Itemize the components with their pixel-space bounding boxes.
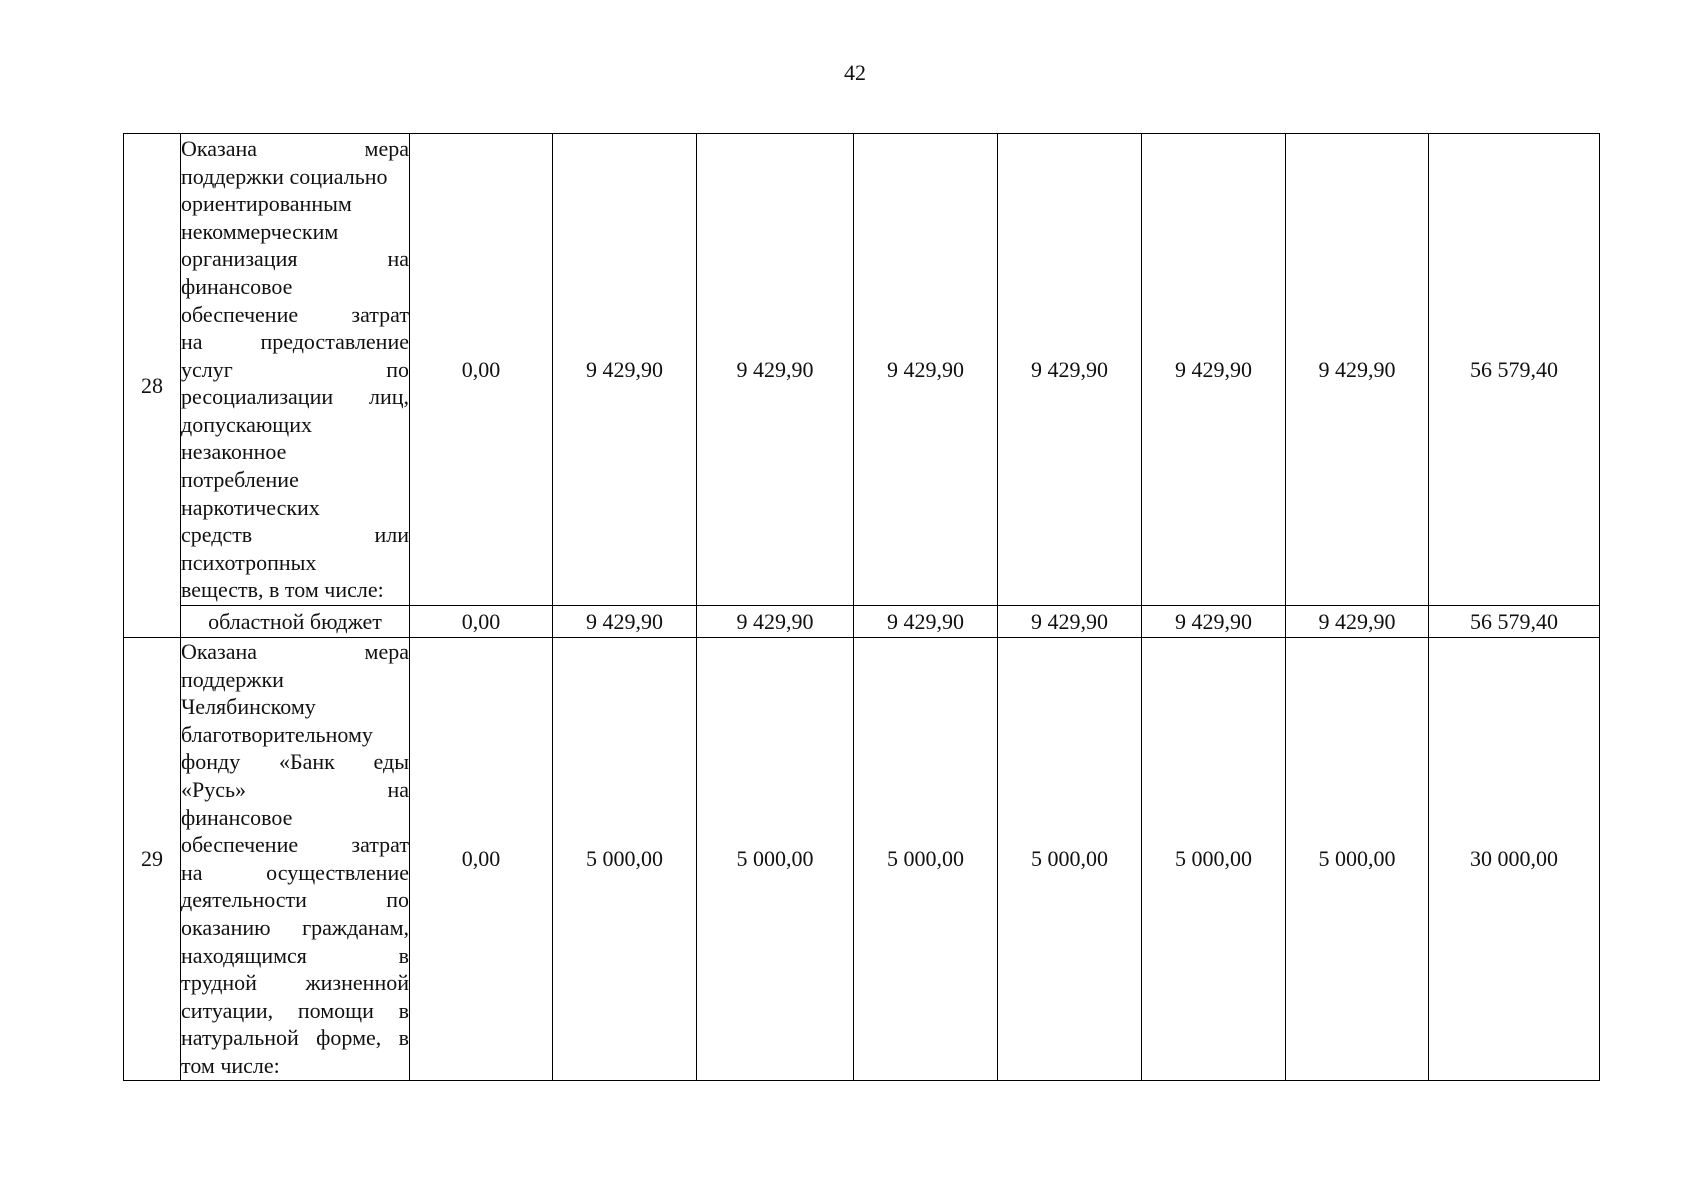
description-line: поддержки социально	[181, 163, 388, 189]
value-cell: 9 429,90	[697, 606, 854, 638]
description-line: психотропных	[181, 549, 317, 575]
description-line: обеспечение затрат	[181, 832, 409, 858]
budget-source-label: областной бюджет	[181, 606, 410, 638]
description-line: Оказана мера	[181, 639, 409, 664]
description-line: «Русь» на	[181, 776, 409, 802]
description-line: благотворительному	[181, 721, 373, 747]
table-row-subitem	[124, 606, 1600, 638]
row-description	[181, 638, 410, 1081]
description-line: фонду «Банк еды	[181, 749, 409, 775]
value-cell: 5 000,00	[998, 638, 1142, 1081]
description-line: потребление	[181, 467, 299, 493]
value-cell: 5 000,00	[697, 638, 854, 1081]
value-cell: 9 429,90	[697, 134, 854, 606]
description-line: на осуществление	[181, 859, 409, 885]
value-cell: 5 000,00	[553, 638, 697, 1081]
page-number: 42	[844, 60, 866, 85]
value-cell: 9 429,90	[1286, 606, 1429, 638]
value-cell: 0,00	[410, 134, 553, 606]
description-line: допускающих	[181, 411, 313, 437]
description-line: Челябинскому	[181, 694, 316, 720]
description-line: оказанию гражданам,	[181, 914, 409, 940]
description-line: ресоциализации лиц,	[181, 384, 409, 410]
description-line: трудной жизненной	[181, 970, 409, 996]
value-cell: 9 429,90	[998, 134, 1142, 606]
description-line: незаконное	[181, 439, 287, 465]
description-line: ситуации, помощи в	[181, 997, 409, 1023]
value-cell: 5 000,00	[1286, 638, 1429, 1081]
total-cell: 56 579,40	[1429, 606, 1600, 638]
description-line: веществ, в том числе:	[181, 577, 384, 603]
value-cell: 5 000,00	[1142, 638, 1286, 1081]
row-description	[181, 134, 410, 606]
description-line: натуральной форме, в	[181, 1025, 409, 1051]
value-cell: 9 429,90	[553, 606, 697, 638]
total-cell: 30 000,00	[1429, 638, 1600, 1081]
description-line: некоммерческим	[181, 218, 339, 244]
description-line: Оказана мера	[181, 135, 409, 161]
row-index: 28	[124, 134, 181, 638]
row-index: 29	[124, 638, 181, 1081]
value-cell: 9 429,90	[854, 606, 998, 638]
description-line: том числе:	[181, 1052, 280, 1078]
description-line: деятельности по	[181, 887, 409, 913]
table-row	[124, 134, 1600, 606]
description-line: финансовое	[181, 804, 293, 830]
description-line: поддержки	[181, 666, 284, 692]
total-cell: 56 579,40	[1429, 134, 1600, 606]
description-line: ориентированным	[181, 191, 352, 217]
budget-table	[123, 133, 1600, 1081]
value-cell: 5 000,00	[854, 638, 998, 1081]
value-cell: 9 429,90	[854, 134, 998, 606]
description-line: организация на	[181, 246, 409, 272]
value-cell: 0,00	[410, 638, 553, 1081]
value-cell: 9 429,90	[1286, 134, 1429, 606]
value-cell: 9 429,90	[553, 134, 697, 606]
description-line: финансовое	[181, 273, 293, 299]
value-cell: 9 429,90	[1142, 134, 1286, 606]
description-line: обеспечение затрат	[181, 301, 409, 327]
value-cell: 0,00	[410, 606, 553, 638]
value-cell: 9 429,90	[1142, 606, 1286, 638]
description-line: средств или	[181, 522, 409, 548]
description-line: на предоставление	[181, 329, 409, 355]
description-line: услуг по	[181, 356, 409, 382]
table-row	[124, 638, 1600, 1081]
description-line: наркотических	[181, 494, 320, 520]
value-cell: 9 429,90	[998, 606, 1142, 638]
description-line: находящимся в	[181, 942, 409, 968]
